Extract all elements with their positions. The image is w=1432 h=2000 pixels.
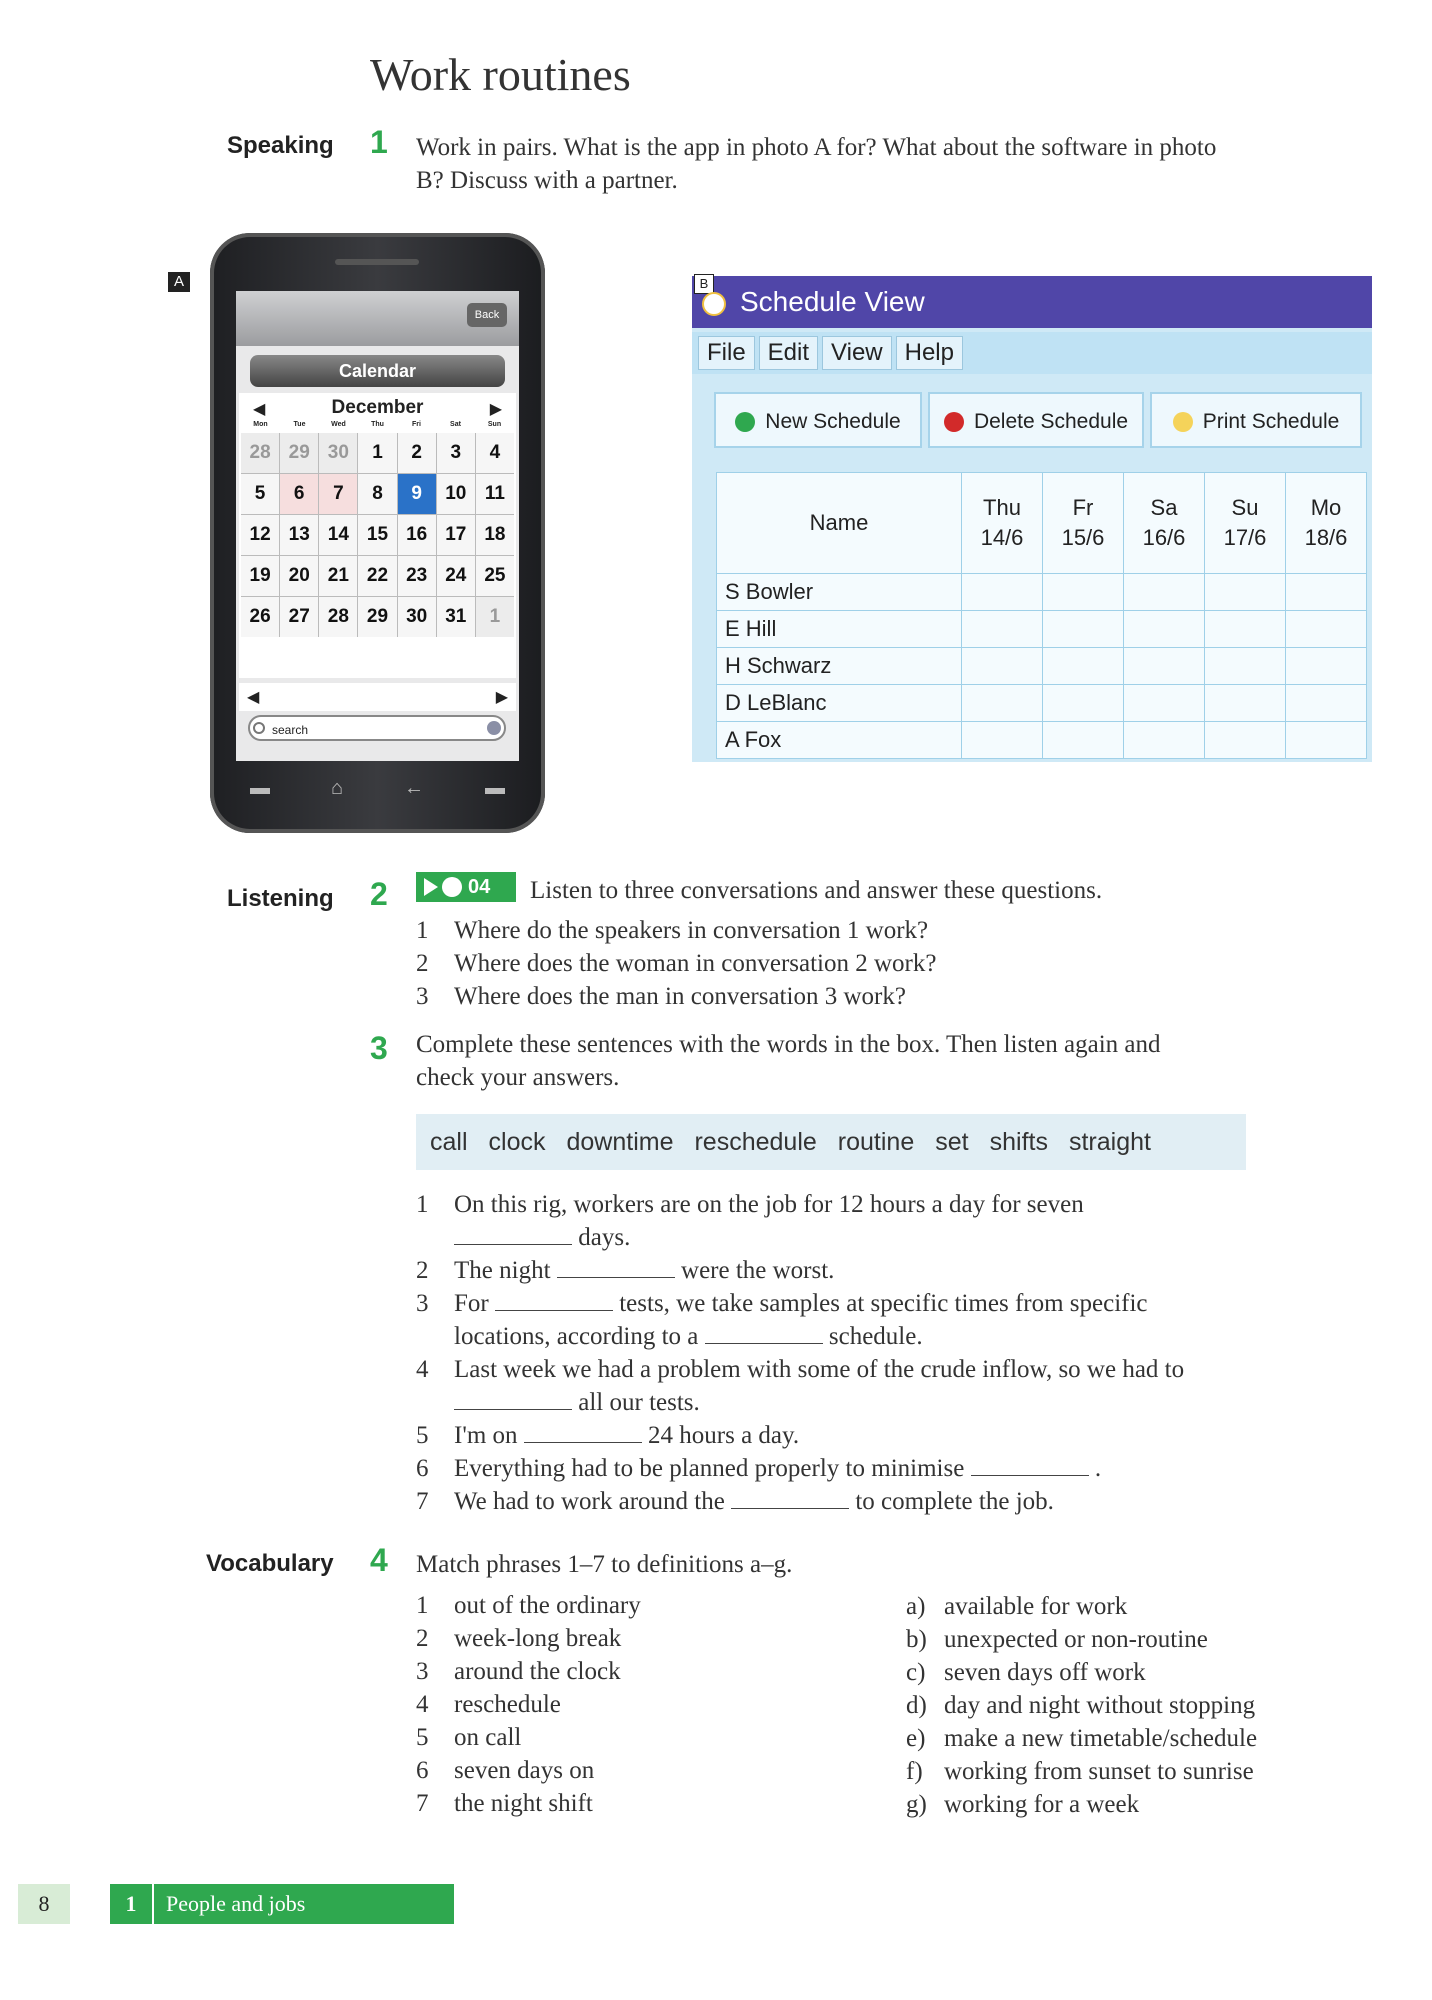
scroll-left-arrow-icon[interactable]: ◀ xyxy=(247,689,260,706)
exercise-number-2: 2 xyxy=(370,876,388,912)
calendar-day[interactable]: 1 xyxy=(476,597,514,637)
weekday-label: Tue xyxy=(293,421,306,428)
table-header-row xyxy=(717,473,1367,574)
menu-file[interactable]: File xyxy=(698,336,755,370)
calendar-day[interactable]: 11 xyxy=(476,474,514,514)
play-icon xyxy=(424,878,438,896)
search-icon xyxy=(253,722,265,734)
audio-track-badge[interactable] xyxy=(416,872,516,902)
calendar-day[interactable]: 26 xyxy=(241,597,279,637)
name-header: Name xyxy=(717,473,962,574)
table-row[interactable] xyxy=(717,648,1367,685)
weekday-label: Sun xyxy=(487,421,502,428)
definition-list xyxy=(906,1590,1257,1821)
calendar-day[interactable]: 29 xyxy=(280,433,318,473)
phrase-list xyxy=(416,1589,641,1820)
table-row[interactable] xyxy=(717,611,1367,648)
blank-field[interactable] xyxy=(731,1490,849,1509)
exercise-3-line-2: check your answers. xyxy=(416,1064,620,1091)
photo-a-tag: A xyxy=(168,272,190,292)
list-item: 5 on call xyxy=(416,1724,522,1751)
calendar-day[interactable]: 28 xyxy=(319,597,357,637)
section-label-listening: Listening xyxy=(227,885,334,912)
list-item: e) make a new timetable/schedule xyxy=(906,1725,1258,1752)
sentence-3-cont: locations, according to a schedule. xyxy=(454,1323,923,1350)
calendar-day[interactable]: 20 xyxy=(280,556,318,596)
scroll-right-arrow-icon[interactable]: ▶ xyxy=(495,689,508,706)
word: shifts xyxy=(989,1127,1048,1156)
unit-footer xyxy=(110,1884,454,1924)
calendar-day[interactable]: 9 xyxy=(398,474,436,514)
calendar-day[interactable]: 15 xyxy=(358,515,396,555)
clear-icon[interactable] xyxy=(487,721,501,735)
phone-speaker xyxy=(335,259,419,265)
day-header: Su 17/6 xyxy=(1205,473,1286,574)
calendar-title: Calendar xyxy=(250,355,505,387)
exercise-number-1: 1 xyxy=(370,124,388,160)
word: downtime xyxy=(566,1127,674,1156)
calendar-day[interactable]: 8 xyxy=(358,474,396,514)
print-schedule-button[interactable] xyxy=(1150,392,1362,448)
sentence-7: 7 We had to work around the to complete the job. xyxy=(416,1488,1054,1515)
calendar-day[interactable]: 22 xyxy=(358,556,396,596)
list-item: f) working from sunset to sunrise xyxy=(906,1758,1254,1785)
calendar-day[interactable]: 1 xyxy=(358,433,396,473)
list-item: 7 the night shift xyxy=(416,1790,593,1817)
calendar-scroll-bar xyxy=(239,683,516,711)
calendar-day[interactable]: 16 xyxy=(398,515,436,555)
search-key-icon[interactable]: ▬ xyxy=(485,777,505,799)
photo-b-tag: B xyxy=(694,274,714,294)
delete-icon xyxy=(944,412,964,432)
list-item: 2 Where does the woman in conversation 2 work? xyxy=(416,950,937,977)
employee-name: H Schwarz xyxy=(717,648,962,685)
calendar-day[interactable]: 18 xyxy=(476,515,514,555)
calendar-day[interactable]: 19 xyxy=(241,556,279,596)
sentence-3: 3 For tests, we take samples at specific times from specific xyxy=(416,1290,1148,1317)
blank-field[interactable] xyxy=(495,1292,613,1311)
calendar-day[interactable]: 25 xyxy=(476,556,514,596)
schedule-table xyxy=(716,472,1367,759)
exercise-3-sentences xyxy=(416,1188,1184,1518)
menu-view[interactable]: View xyxy=(822,336,892,370)
blank-field[interactable] xyxy=(971,1457,1089,1476)
calendar-day[interactable]: 3 xyxy=(437,433,475,473)
list-item: 2 week-long break xyxy=(416,1625,622,1652)
print-schedule-label: Print Schedule xyxy=(1202,410,1340,433)
delete-schedule-label: Delete Schedule xyxy=(973,410,1129,433)
unit-number: 1 xyxy=(110,1884,154,1924)
exercise-2-list xyxy=(416,914,936,1013)
menu-edit[interactable]: Edit xyxy=(759,336,818,370)
prev-month-arrow-icon[interactable]: ◀ xyxy=(253,401,266,418)
menu-bar xyxy=(692,332,1372,374)
calendar-day[interactable]: 13 xyxy=(280,515,318,555)
calendar-day[interactable]: 14 xyxy=(319,515,357,555)
new-icon xyxy=(735,412,755,432)
weekday-label: Thu xyxy=(371,421,384,428)
new-schedule-button[interactable] xyxy=(714,392,922,448)
word-box xyxy=(416,1114,1246,1170)
list-item: d) day and night without stopping xyxy=(906,1692,1256,1719)
schedule-software xyxy=(692,276,1372,762)
sentence-2: 2 The night were the worst. xyxy=(416,1257,835,1284)
search-input[interactable]: search xyxy=(248,715,506,741)
blank-field[interactable] xyxy=(454,1226,572,1245)
exercise-3-line-1: Complete these sentences with the words in the box. Then listen again and xyxy=(416,1031,1161,1058)
page-number: 8 xyxy=(18,1884,70,1924)
list-item: 1 out of the ordinary xyxy=(416,1592,641,1619)
word: call xyxy=(430,1127,468,1156)
calendar-day[interactable]: 7 xyxy=(319,474,357,514)
cd-icon xyxy=(442,877,462,897)
weekday-label: Fri xyxy=(412,421,421,428)
blank-field[interactable] xyxy=(454,1391,572,1410)
calendar-day[interactable]: 30 xyxy=(398,597,436,637)
day-header: Mo 18/6 xyxy=(1286,473,1367,574)
calendar-day[interactable]: 2 xyxy=(398,433,436,473)
table-row[interactable] xyxy=(717,685,1367,722)
word: straight xyxy=(1068,1127,1151,1156)
calendar-day[interactable]: 27 xyxy=(280,597,318,637)
calendar-day[interactable]: 10 xyxy=(437,474,475,514)
table-row[interactable] xyxy=(717,722,1367,759)
track-number: 04 xyxy=(468,876,491,898)
calendar-day[interactable]: 4 xyxy=(476,433,514,473)
sentence-1: 1 On this rig, workers are on the job for 12 hours a day for seven xyxy=(416,1191,1084,1218)
list-item: 4 reschedule xyxy=(416,1691,561,1718)
unit-title: People and jobs xyxy=(166,1891,306,1916)
exercise-4-intro: Match phrases 1–7 to definitions a–g. xyxy=(416,1551,793,1578)
phone-top-bar xyxy=(236,291,519,346)
employee-name: A Fox xyxy=(717,722,962,759)
calendar-day[interactable]: 21 xyxy=(319,556,357,596)
page-title: Work routines xyxy=(370,49,631,100)
sentence-6: 6 Everything had to be planned properly to minimise . xyxy=(416,1455,1102,1482)
sentence-4-cont: all our tests. xyxy=(416,1386,1184,1419)
exercise-2-intro: Listen to three conversations and answer these questions. xyxy=(530,877,1103,904)
day-header: Sa 16/6 xyxy=(1124,473,1205,574)
list-item: 1 Where do the speakers in conversation 1 work? xyxy=(416,917,929,944)
sentence-1-cont: days. xyxy=(416,1221,1184,1254)
calendar-day[interactable]: 24 xyxy=(437,556,475,596)
day-header: Thu 14/6 xyxy=(962,473,1043,574)
table-row[interactable] xyxy=(717,574,1367,611)
calendar-day[interactable]: 17 xyxy=(437,515,475,555)
calendar-day[interactable]: 28 xyxy=(241,433,279,473)
schedule-title-bar: Schedule View xyxy=(692,276,1372,328)
calendar-grid xyxy=(241,433,514,637)
calendar-day[interactable]: 31 xyxy=(437,597,475,637)
calendar-day[interactable]: 6 xyxy=(280,474,318,514)
app-logo-icon xyxy=(702,292,726,316)
employee-name: S Bowler xyxy=(717,574,962,611)
weekday-label: Wed xyxy=(331,421,346,428)
calendar-month: December xyxy=(331,397,424,418)
menu-key-icon[interactable]: ▬ xyxy=(250,777,270,799)
weekday-label: Mon xyxy=(253,421,268,428)
calendar xyxy=(239,393,516,678)
word: routine xyxy=(837,1127,915,1156)
calendar-day[interactable]: 12 xyxy=(241,515,279,555)
sentence-4: 4 Last week we had a problem with some of the crude inflow, so we had to xyxy=(416,1356,1185,1383)
exercise-number-4: 4 xyxy=(370,1542,388,1578)
calendar-day[interactable]: 5 xyxy=(241,474,279,514)
employee-name: E Hill xyxy=(717,611,962,648)
calendar-day[interactable]: 29 xyxy=(358,597,396,637)
list-item: a) available for work xyxy=(906,1593,1128,1620)
home-key-icon[interactable]: ⌂ xyxy=(330,777,344,799)
blank-field[interactable] xyxy=(524,1424,642,1443)
day-header: Fr 15/6 xyxy=(1043,473,1124,574)
phone-photo xyxy=(210,233,545,833)
menu-help[interactable]: Help xyxy=(896,336,963,370)
sentence-5: 5 I'm on 24 hours a day. xyxy=(416,1422,800,1449)
back-button[interactable]: Back xyxy=(467,303,507,327)
word: reschedule xyxy=(694,1127,817,1156)
employee-name: D LeBlanc xyxy=(717,685,962,722)
weekday-header xyxy=(241,421,514,428)
list-item: b) unexpected or non-routine xyxy=(906,1626,1208,1653)
section-label-vocabulary: Vocabulary xyxy=(206,1550,334,1577)
calendar-day[interactable]: 30 xyxy=(319,433,357,473)
word: clock xyxy=(488,1127,546,1156)
delete-schedule-button[interactable] xyxy=(928,392,1144,448)
exercise-1-line-1: Work in pairs. What is the app in photo A for? What about the software in photo xyxy=(416,134,1217,161)
exercise-1-line-2: B? Discuss with a partner. xyxy=(416,167,678,194)
blank-field[interactable] xyxy=(705,1325,823,1344)
blank-field[interactable] xyxy=(557,1259,675,1278)
new-schedule-label: New Schedule xyxy=(765,410,901,433)
back-key-icon[interactable]: ← xyxy=(404,777,425,799)
print-icon xyxy=(1173,412,1193,432)
phone-nav-keys xyxy=(250,777,505,800)
list-item: g) working for a week xyxy=(906,1791,1140,1818)
section-label-speaking: Speaking xyxy=(227,132,334,159)
list-item: 3 around the clock xyxy=(416,1658,621,1685)
word: set xyxy=(935,1127,969,1156)
phone-screen xyxy=(236,291,519,761)
list-item: 3 Where does the man in conversation 3 work? xyxy=(416,983,906,1010)
exercise-number-3: 3 xyxy=(370,1030,388,1066)
list-item: c) seven days off work xyxy=(906,1659,1146,1686)
next-month-arrow-icon[interactable]: ▶ xyxy=(489,401,502,418)
calendar-day[interactable]: 23 xyxy=(398,556,436,596)
list-item: 6 seven days on xyxy=(416,1757,595,1784)
weekday-label: Sat xyxy=(450,421,461,428)
